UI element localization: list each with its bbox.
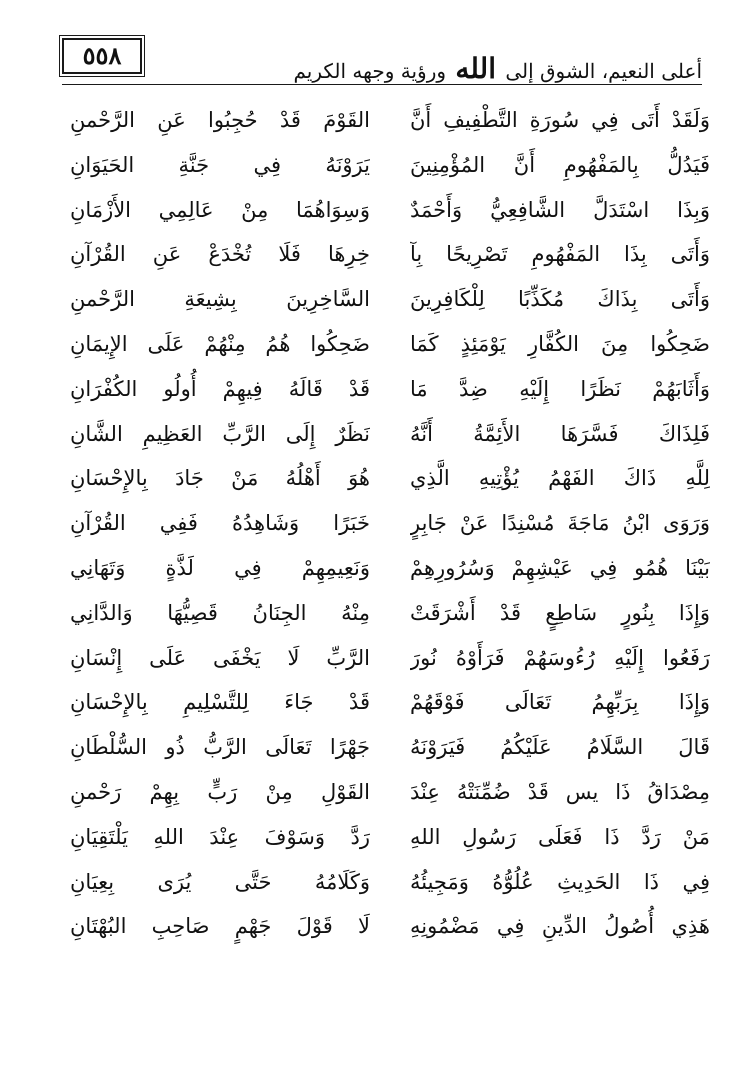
second-hemistich: القَوْمَ قَدْ حُجِبُوا عَنِ الرَّحْمنِ [70, 108, 370, 132]
title-before: أعلى النعيم، الشوق إلى [505, 59, 702, 83]
second-hemistich: قَدْ جَاءَ لِلتَّسْلِيمِ بِالإِحْسَانِ [70, 690, 370, 715]
first-hemistich: لِلَّهِ ذَاكَ الفَهْمُ يُؤْتِيهِ الَّذِي [410, 466, 710, 491]
first-hemistich: وَإِذَا بِرَبِّهِمُ تَعَالَى فَوْقَهُمْ [410, 690, 710, 715]
verse-line [70, 143, 710, 188]
first-hemistich: وَرَوَى ابْنُ مَاجَةَ مُسْنِدًا عَنْ جَابِرٍ [410, 511, 710, 536]
first-hemistich: وَأَتَى بِذَاكَ مُكَذِّبًا لِلْكَافِرِينَ [410, 287, 710, 312]
verse-line [70, 322, 710, 367]
page-header [62, 38, 702, 88]
verse-line [70, 904, 710, 949]
verse-line [70, 591, 710, 636]
title-after: ورؤية وجهه الكريم [293, 59, 447, 83]
second-hemistich: مِنْهُ الجِنَانُ قَصِيُّهَا وَالدَّانِي [70, 600, 370, 625]
first-hemistich: وَإِذَا بِنُورٍ سَاطِعٍ قَدْ أَشْرَقَتْ [410, 600, 710, 625]
first-hemistich: وَبِذَا اسْتَدَلَّ الشَّافِعِيُّ وَأَحْمَدٌ [410, 197, 710, 222]
second-hemistich: نَظَرٌ إِلَى الرَّبِّ العَظِيمِ الشَّانِ [70, 421, 370, 446]
verse-line [70, 456, 710, 501]
first-hemistich: فِي ذَا الحَدِيثِ عُلُوُّهُ وَمَجِيئُهُ [410, 869, 710, 894]
verse-line [70, 725, 710, 770]
second-hemistich: هُوَ أَهْلُهُ مَنْ جَادَ بِالإِحْسَانِ [70, 466, 370, 491]
second-hemistich: يَرَوْنَهُ فِي جَنَّةِ الحَيَوَانِ [70, 152, 370, 177]
second-hemistich: الرَّبِّ لَا يَخْفَى عَلَى إِنْسَانِ [70, 645, 370, 670]
verse-line [70, 98, 710, 143]
verse-line [70, 367, 710, 412]
first-hemistich: هَذِي أُصُولُ الدِّينِ فِي مَضْمُونِهِ [410, 914, 710, 939]
second-hemistich: وَنَعِيمِهِمْ فِي لَذَّةٍ وَتَهَانِي [70, 555, 370, 580]
verse-line [70, 860, 710, 905]
verse-line [70, 277, 710, 322]
verse-line [70, 636, 710, 681]
verse-line [70, 188, 710, 233]
first-hemistich: بَيْنَا هُمُو فِي عَيْشِهِمْ وَسُرُورِهِمْ [410, 555, 710, 580]
second-hemistich: لَا قَوْلَ جَهْمٍ صَاحِبِ البُهْتَانِ [70, 914, 370, 939]
first-hemistich: فَيَدُلُّ بِالمَفْهُومِ أَنَّ المُؤْمِنِينَ [410, 152, 710, 177]
first-hemistich: وَأَثَابَهُمْ نَظَرًا إِلَيْهِ ضِدَّ مَا [410, 376, 710, 401]
title-allah: الله [455, 52, 496, 85]
header-rule [62, 84, 702, 85]
first-hemistich: قَالَ السَّلَامُ عَلَيْكُمُ فَيَرَوْنَهُ [410, 735, 710, 760]
second-hemistich: السَّاخِرِينَ بِشِيعَةِ الرَّحْمنِ [70, 287, 370, 312]
running-title [293, 52, 702, 85]
second-hemistich: وَسِوَاهُمَا مِنْ عَالِمِي الأَزْمَانِ [70, 197, 370, 222]
second-hemistich: قَدْ قَالَهُ فِيهِمْ أُولُو الكُفْرَانِ [70, 376, 370, 401]
verse-line [70, 232, 710, 277]
second-hemistich: وَكَلَامُهُ حَتَّى يُرَى بِعِيَانِ [70, 869, 370, 894]
verse-line [70, 412, 710, 457]
first-hemistich: ضَحِكُوا مِنَ الكُفَّارِ يَوْمَئِذٍ كَمَا [410, 331, 710, 356]
verse-line [70, 680, 710, 725]
second-hemistich: جَهْرًا تَعَالَى الرَّبُّ ذُو السُّلْطَانِ [70, 735, 370, 760]
first-hemistich: رَفَعُوا إِلَيْهِ رُءُوسَهُمْ فَرَأَوْهُ نُورَ [410, 645, 710, 670]
verse-line [70, 815, 710, 860]
first-hemistich: وَلَقَدْ أَتَى فِي سُورَةِ التَّطْفِيفِ أَنَّ [410, 108, 710, 132]
first-hemistich: فَلِذَاكَ فَسَّرَهَا الأَئِمَّةُ أَنَّهُ [410, 421, 710, 446]
second-hemistich: خِرِهَا فَلَا تُخْدَعْ عَنِ القُرْآنِ [70, 242, 370, 267]
first-hemistich: مِصْدَاقُ ذَا يس قَدْ ضُمِّنَتْهُ عِنْدَ [410, 779, 710, 804]
second-hemistich: القَوْلِ مِنْ رَبٍّ بِهِمْ رَحْمنِ [70, 779, 370, 804]
second-hemistich: رَدَّ وَسَوْفَ عِنْدَ اللهِ يَلْتَقِيَانِ [70, 824, 370, 849]
poem-verses [70, 98, 710, 949]
first-hemistich: مَنْ رَدَّ ذَا فَعَلَى رَسُولِ اللهِ [410, 824, 710, 849]
verse-line [70, 770, 710, 815]
verse-line [70, 546, 710, 591]
verse-line [70, 501, 710, 546]
second-hemistich: ضَحِكُوا هُمُ مِنْهُمْ عَلَى الإِيمَانِ [70, 331, 370, 356]
page-number: ٥٥٨ [62, 38, 142, 74]
second-hemistich: خَبَرًا وَشَاهِدُهُ فَفِي القُرْآنِ [70, 511, 370, 536]
first-hemistich: وَأَتَى بِذَا المَفْهُومِ تَصْرِيحًا بِآ [410, 242, 710, 267]
